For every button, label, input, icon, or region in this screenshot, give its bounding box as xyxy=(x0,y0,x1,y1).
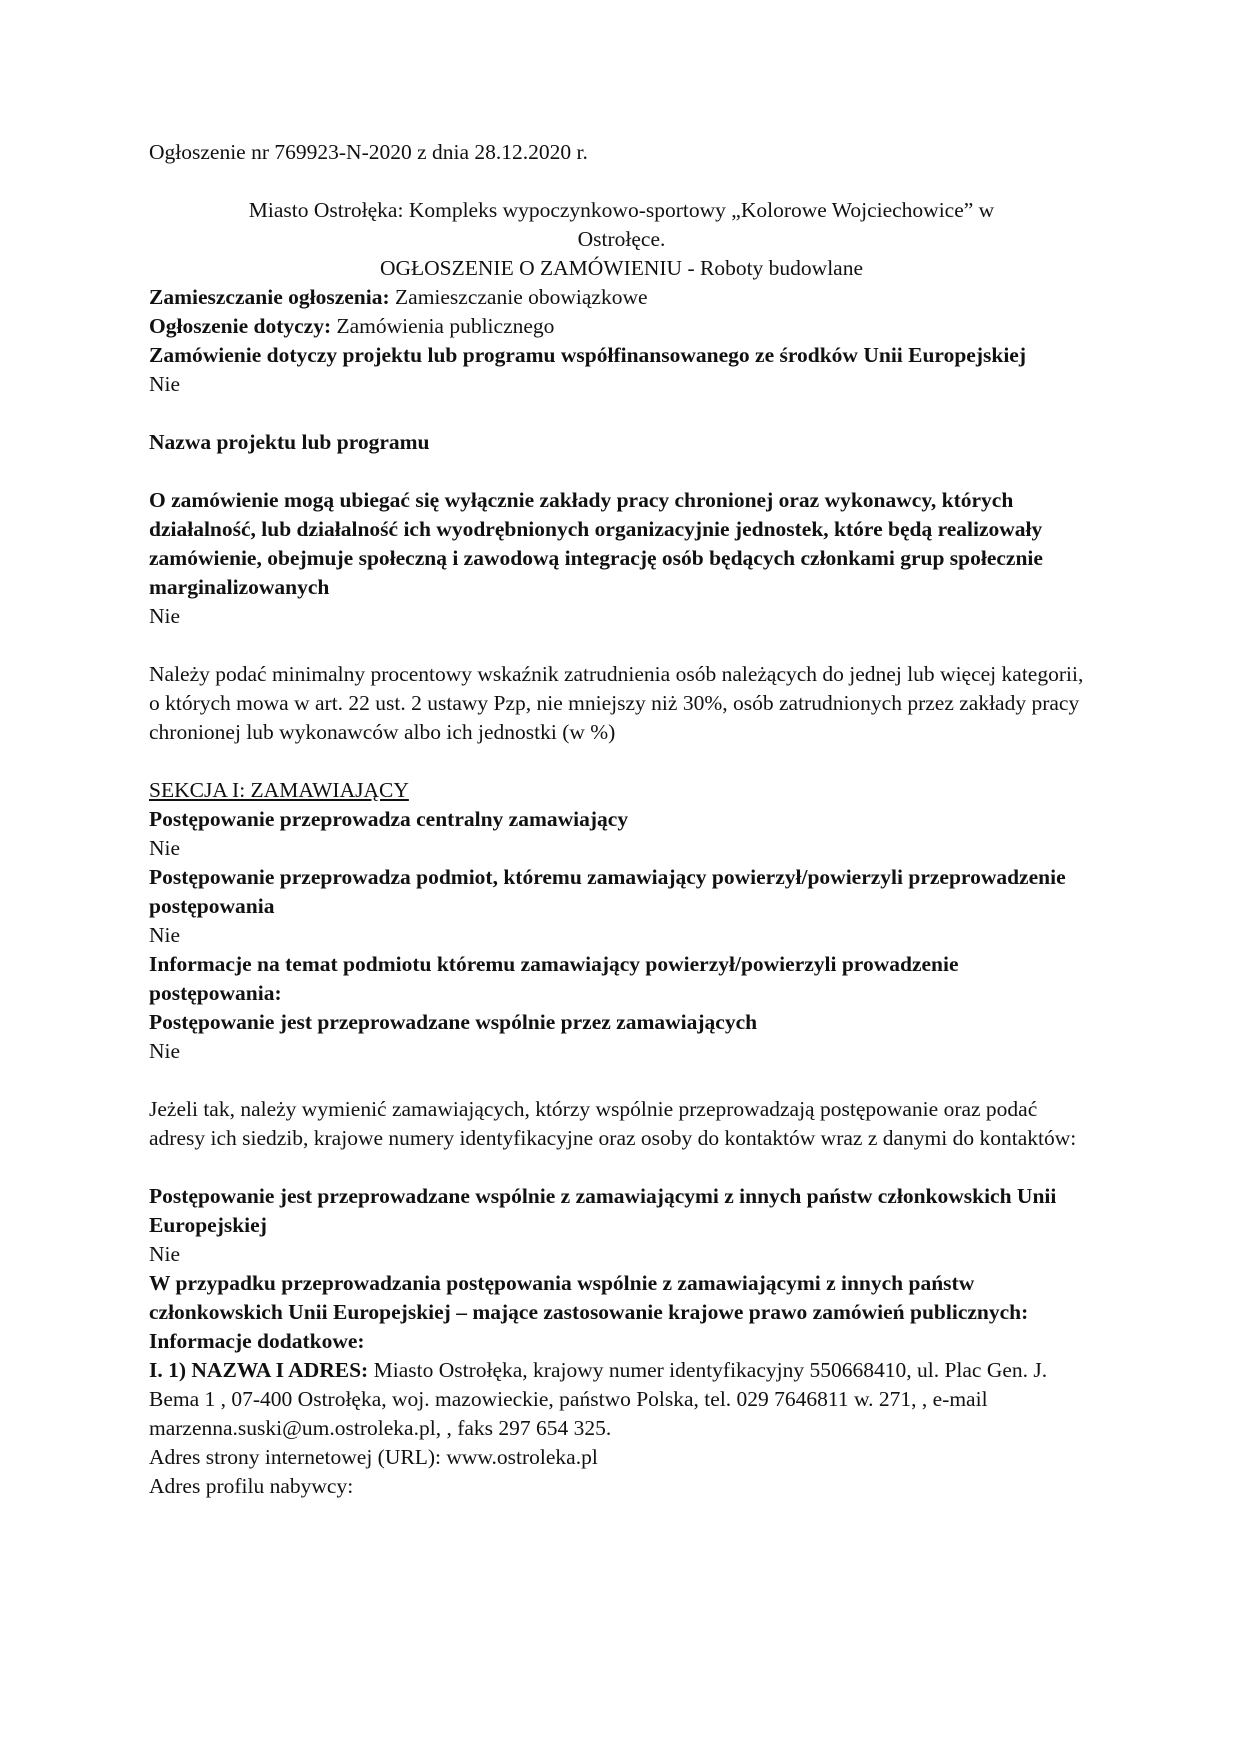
sheltered-value: Nie xyxy=(149,604,181,628)
percentage-text: Należy podać minimalny procentowy wskaźnik zatrudnienia osób należących do jednej lub więcej kategorii, o których mowa w art. 22 ust. 2 ustawy Pzp, nie mniejszy niż 30%, osób zatrudnionych przez zakłady pracy chronionej lub wykonawców albo ich jednostki (w %) xyxy=(149,662,1084,744)
joint-value: Nie xyxy=(149,1039,181,1063)
entrusted-value: Nie xyxy=(149,923,181,947)
entity-info-label: Informacje na temat podmiotu któremu zamawiający powierzył/powierzyli prowadzenie postępowania: xyxy=(149,952,959,1005)
document-page xyxy=(149,138,1094,1501)
notice-title-line1: Miasto Ostrołęka: Kompleks wypoczynkowo-sportowy „Kolorowe Wojciechowice” w xyxy=(248,198,995,222)
name-address-value: Miasto Ostrołęka, krajowy numer identyfikacyjny 550668410, ul. Plac Gen. J. Bema 1 , 07-400 Ostrołęka, woj. mazowieckie, państwo Polska, tel. 029 7646811 w. 271, , e-mail marzenna.suski@um.ostroleka.pl, , faks 297 654 325. xyxy=(149,1358,1048,1440)
joint-text: Jeżeli tak, należy wymienić zamawiających, którzy wspólnie przeprowadzają postępowanie oraz podać adresy ich siedzib, krajowe numery identyfikacyjne oraz osoby do kontaktów wraz z danymi do kontaktów: xyxy=(149,1097,1077,1150)
section-heading: SEKCJA I: ZAMAWIAJĄCY xyxy=(149,778,409,802)
placement-label: Zamieszczanie ogłoszenia: xyxy=(149,285,390,309)
eu-project-value: Nie xyxy=(149,372,181,396)
concerns-value: Zamówienia publicznego xyxy=(331,314,555,338)
notice-number: Ogłoszenie nr 769923-N-2020 z dnia 28.12.2020 r. xyxy=(149,140,588,164)
name-address-field xyxy=(149,1356,1094,1443)
website-line: Adres strony internetowej (URL): www.ostroleka.pl xyxy=(149,1445,598,1469)
joint-label: Postępowanie jest przeprowadzane wspólnie przez zamawiających xyxy=(149,1010,758,1034)
eu-law-label: W przypadku przeprowadzania postępowania wspólnie z zamawiającymi z innych państw członkowskich Unii Europejskiej – mające zastosowanie krajowe prawo zamówień publicznych: xyxy=(149,1271,1029,1324)
entrusted-label: Postępowanie przeprowadza podmiot, któremu zamawiający powierzył/powierzyli przeprowadzenie postępowania xyxy=(149,865,1066,918)
eu-joint-label: Postępowanie jest przeprowadzane wspólnie z zamawiającymi z innych państw członkowskich Unii Europejskiej xyxy=(149,1184,1057,1237)
central-value: Nie xyxy=(149,836,181,860)
additional-info-label: Informacje dodatkowe: xyxy=(149,1329,365,1353)
project-name-label: Nazwa projektu lub programu xyxy=(149,430,430,454)
placement-value: Zamieszczanie obowiązkowe xyxy=(389,285,648,309)
concerns-label: Ogłoszenie dotyczy: xyxy=(149,314,332,338)
buyer-profile-line: Adres profilu nabywcy: xyxy=(149,1474,354,1498)
central-label: Postępowanie przeprowadza centralny zamawiający xyxy=(149,807,629,831)
notice-title-line2: Ostrołęce. xyxy=(577,227,666,251)
notice-type: OGŁOSZENIE O ZAMÓWIENIU - Roboty budowlane xyxy=(379,256,864,280)
sheltered-label: O zamówienie mogą ubiegać się wyłącznie zakłady pracy chronionej oraz wykonawcy, których działalność, lub działalność ich wyodrębnionych organizacyjnie jednostek, które będą realizowały zamówienie, obejmuje społeczną i zawodową integrację osób będących członkami grup społecznie marginalizowanych xyxy=(149,488,1043,599)
placement-field xyxy=(149,283,1094,312)
name-address-label: I. 1) NAZWA I ADRES: xyxy=(149,1358,369,1382)
eu-joint-value: Nie xyxy=(149,1242,181,1266)
concerns-field xyxy=(149,312,1094,341)
eu-project-label: Zamówienie dotyczy projektu lub programu współfinansowanego ze środków Unii Europejskiej xyxy=(149,343,1026,367)
